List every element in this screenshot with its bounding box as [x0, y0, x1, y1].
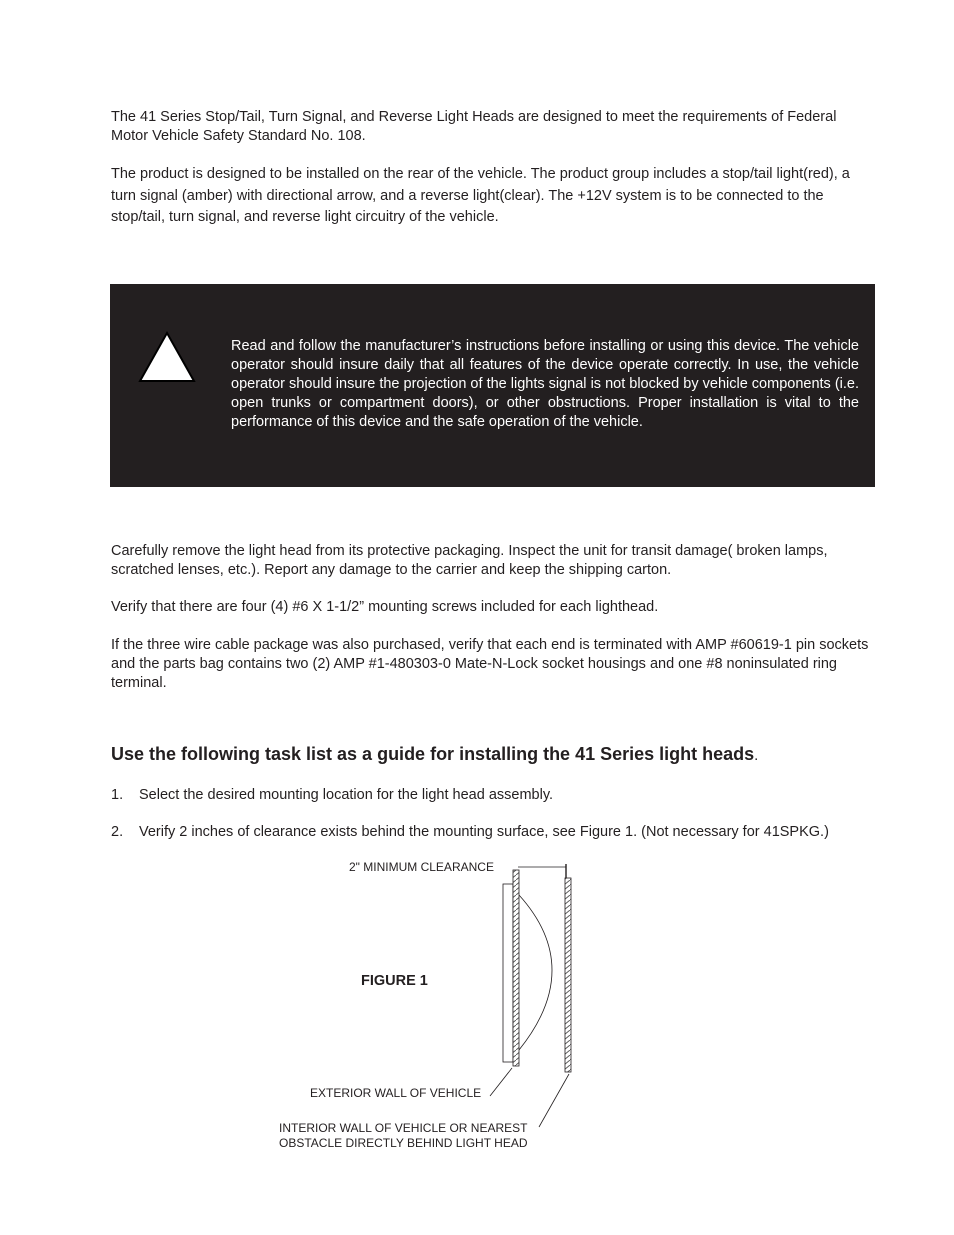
unpacking-paragraph-cable: If the three wire cable package was also purchased, verify that each end is terminated with AMP #60619-1 pin sockets and the parts bag contains two (2) AMP #1-480303-0 Mate-N-Lock socket housings and one #8 noninsulated ring terminal. — [111, 637, 869, 691]
unpacking-paragraph-screws: Verify that there are four (4) #6 X 1-1/2” mounting screws included for each lighthead. — [111, 599, 659, 615]
exterior-leader-line — [490, 1068, 512, 1096]
clearance-label: 2" MINIMUM CLEARANCE — [349, 860, 494, 874]
step-text: Select the desired mounting location for the light head assembly. — [139, 787, 554, 803]
warning-text: Read and follow the manufacturer’s instructions before installing or using this device. The vehicle operator should insure daily that all features of the device operate correctly. In use, the vehicle operator should insure the projection of the lights signal is not blocked by vehicle components (i.e. open trunks or compartment doors), or other obstructions. Proper installation is vital to the performance of this device and the safe operation of the vehicle. — [231, 338, 859, 430]
step-number: 2. — [111, 824, 124, 840]
interior-wall-label-line: OBSTACLE DIRECTLY BEHIND LIGHT HEAD — [279, 1136, 528, 1150]
exterior-wall-label: EXTERIOR WALL OF VEHICLE — [310, 1086, 482, 1100]
light-head-housing — [503, 884, 513, 1062]
task-list-heading-period: . — [754, 747, 759, 764]
step-text: Verify 2 inches of clearance exists behind the mounting surface, see Figure 1. (Not necessary for 41SPKG.) — [139, 824, 829, 840]
task-list-heading-text: Use the following task list as a guide for installing the 41 Series light heads — [111, 744, 755, 764]
intro-paragraph-product: The product is designed to be installed on the rear of the vehicle. The product group includes a stop/tail light(red), a turn signal (amber) with directional arrow, and a reverse light(clear). The +12V system is to be connected to the stop/tail, turn signal, and reverse light circuitry of the vehicle. — [111, 166, 850, 225]
interior-leader-line — [539, 1074, 569, 1127]
interior-wall — [565, 878, 571, 1072]
light-head-dome — [519, 895, 552, 1050]
figure-title: FIGURE 1 — [361, 973, 428, 989]
step-number: 1. — [111, 787, 124, 803]
intro-paragraph-standards: The 41 Series Stop/Tail, Turn Signal, and Reverse Light Heads are designed to meet the requirements of Federal Motor Vehicle Safety Standard No. 108. — [111, 109, 837, 144]
exterior-wall — [513, 870, 519, 1066]
interior-wall-label-line: INTERIOR WALL OF VEHICLE OR NEAREST — [279, 1121, 528, 1135]
unpacking-paragraph-inspect: Carefully remove the light head from its protective packaging. Inspect the unit for transit damage( broken lamps, scratched lenses, etc.). Report any damage to the carrier and keep the shipping carton. — [111, 543, 828, 578]
interior-wall-label — [279, 1121, 528, 1151]
